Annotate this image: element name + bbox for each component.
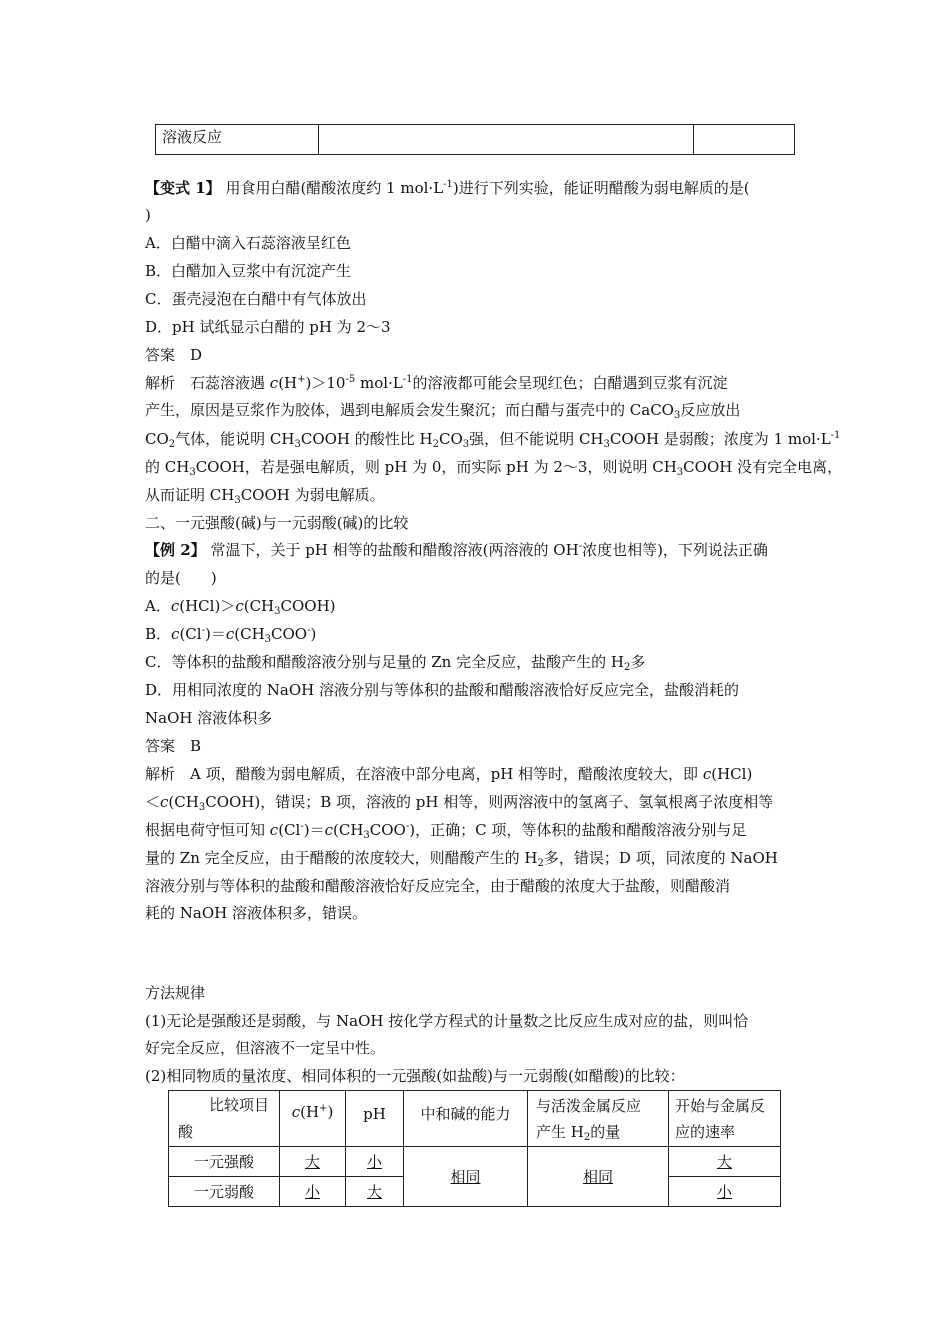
th-neutral: 中和碱的能力	[404, 1091, 528, 1147]
h2-value: 相同	[528, 1147, 669, 1207]
method-title: 方法规律	[145, 984, 206, 1002]
variant1-question-end: )	[145, 206, 151, 224]
row-weak-rate: 小	[669, 1177, 781, 1207]
th-ph: pH	[346, 1091, 404, 1147]
th-rate: 开始与金属反 应的速率	[669, 1091, 781, 1147]
variant1-option-c: C．蛋壳浸泡在白醋中有气体放出	[145, 290, 367, 308]
th-acid: 酸	[178, 1123, 194, 1141]
example2-tag: 【例 2】	[145, 541, 206, 559]
example2-option-a: A．$c(HCl)>c(CH_3COOH)$	[145, 597, 336, 617]
example2-option-c: C．等体积的盐酸和醋酸溶液分别与足量的 Zn 完全反应，盐酸产生的 $H_2$多	[145, 653, 646, 673]
example2-question-2: 的是( )	[145, 569, 217, 587]
row-weak-name: 一元弱酸	[169, 1177, 280, 1207]
example2-analysis-6: 耗的 NaOH 溶液体积多，错误。	[145, 904, 367, 922]
row-weak-c: 小	[280, 1177, 346, 1207]
row-weak-ph: 大	[346, 1177, 404, 1207]
method-p2: (2)相同物质的量浓度、相同体积的一元强酸(如盐酸)与一元弱酸(如醋酸)的比较：	[145, 1067, 685, 1085]
th-item-acid	[169, 1091, 280, 1147]
th-h2: 与活泼金属反应 产生 $H_2$的量	[528, 1091, 669, 1147]
variant1-option-a: A．白醋中滴入石蕊溶液呈红色	[145, 234, 351, 252]
row-strong-rate: 大	[669, 1147, 781, 1177]
top-table-cell-3	[694, 125, 795, 155]
variant1-option-d: D．pH 试纸显示白醋的 pH 为 2～3	[145, 318, 391, 336]
top-table	[155, 124, 795, 155]
variant1-analysis-1: 解析 石蕊溶液遇 $c(H^+)>10^{-5}$ $mol\cdot L^{-1}$的溶液都可能会呈现红色；白醋遇到豆浆有沉淀	[145, 374, 728, 392]
neutral-value: 相同	[404, 1147, 528, 1207]
variant1-answer: 答案 D	[145, 346, 203, 364]
example2-analysis-4: 量的 Zn 完全反应，由于醋酸的浓度较大，则醋酸产生的 $H_2$多，错误；D 项，同浓度的 NaOH	[145, 849, 778, 869]
variant1-analysis-5: 从而证明 $CH_3COOH$ 为弱电解质。	[145, 486, 385, 506]
variant1-tag: 【变式 1】	[145, 179, 221, 197]
top-table-cell-1	[156, 125, 319, 155]
compare-table	[168, 1090, 781, 1207]
example2-option-d-2: NaOH 溶液体积多	[145, 709, 273, 727]
variant1-option-b: B．白醋加入豆浆中有沉淀产生	[145, 262, 352, 280]
top-table-cell-2	[319, 125, 694, 155]
method-p1-2: 好完全反应，但溶液不一定呈中性。	[145, 1039, 386, 1057]
section2-title: 二、一元强酸(碱)与一元弱酸(碱)的比较	[145, 514, 409, 532]
variant1-question: 【变式 1】 用食用白醋(醋酸浓度约 1 $mol\cdot L^{-1}$)进行下列实验，能证明醋酸为弱电解质的是(	[145, 179, 750, 197]
top-table-text: 溶液反应	[162, 128, 223, 146]
example2-answer: 答案 B	[145, 737, 202, 755]
example2-analysis-1: 解析 A 项，醋酸为弱电解质，在溶液中部分电离，pH 相等时，醋酸浓度较大，即 c(HCl)	[145, 765, 753, 783]
example2-question: 【例 2】 常温下，关于 pH 相等的盐酸和醋酸溶液(两溶液的 OH-浓度也相等)，下列说法正确	[145, 541, 768, 559]
example2-analysis-5: 溶液分别与等体积的盐酸和醋酸溶液恰好反应完全，由于醋酸的浓度大于盐酸，则醋酸消	[145, 877, 731, 895]
th-c: c(H+)	[280, 1091, 346, 1147]
variant1-analysis-2: 产生，原因是豆浆作为胶体，遇到电解质会发生聚沉；而白醋与蛋壳中的 CaCO$_3$反应放出	[145, 401, 741, 421]
row-strong-ph: 小	[346, 1147, 404, 1177]
variant1-analysis-3: $CO_2$气体，能说明 $CH_3COOH$ 的酸性比 $H_2CO_3$强，但不能说明 $CH_3COOH$ 是弱酸；浓度为 1 $mol\cdot L^{-1}$	[145, 430, 841, 450]
example2-analysis-3: 根据电荷守恒可知 $c(Cl^-)=c(CH_3COO^-)$，正确；C 项，等体积的盐酸和醋酸溶液分别与足	[145, 821, 747, 841]
row-strong-c: 大	[280, 1147, 346, 1177]
variant1-analysis-4: 的 $CH_3COOH$，若是强电解质，则 pH 为 0，而实际 pH 为 2～3，则说明 $CH_3COOH$ 没有完全电离，	[145, 458, 843, 478]
row-strong-name: 一元强酸	[169, 1147, 280, 1177]
example2-analysis-2: $<c(CH_3COOH)$，错误；B 项，溶液的 pH 相等，则两溶液中的氢离子、氢氧根离子浓度相等	[145, 793, 774, 813]
example2-option-d: D．用相同浓度的 NaOH 溶液分别与等体积的盐酸和醋酸溶液恰好反应完全，盐酸消耗的	[145, 681, 740, 699]
example2-option-b: B．$c(Cl^-)=c(CH_3COO^-)$	[145, 625, 317, 645]
th-item: 比较项目	[208, 1096, 269, 1114]
method-p1-1: (1)无论是强酸还是弱酸，与 NaOH 按化学方程式的计量数之比反应生成对应的盐，则叫恰	[145, 1012, 749, 1030]
